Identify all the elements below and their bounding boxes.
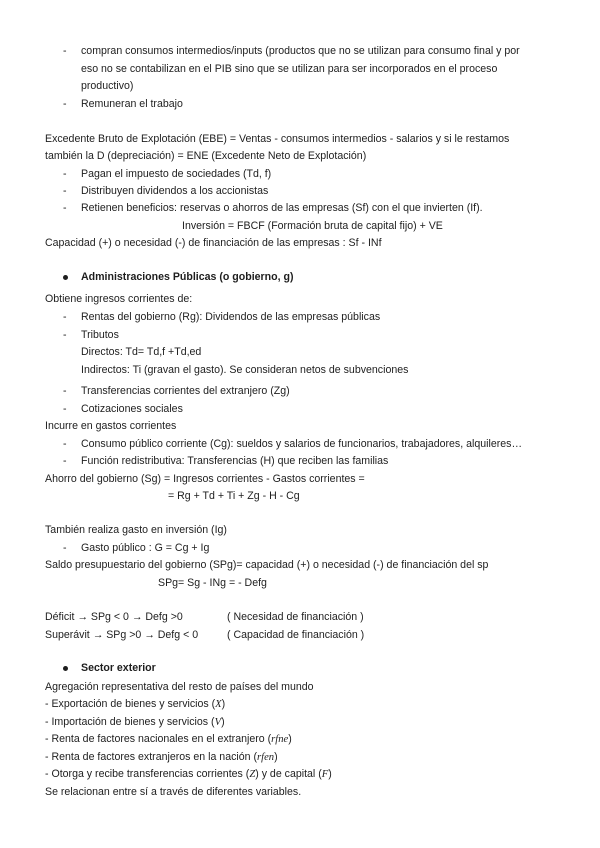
list-dash: - (63, 403, 67, 415)
list-item: Consumo público corriente (Cg): sueldos y salarios de funcionarios, trabajadores, alquileres… (81, 438, 523, 450)
section-heading-exterior: Sector exterior (81, 662, 156, 674)
bullet-icon (63, 275, 68, 280)
list-dash: - (63, 202, 67, 214)
ahorro-formula: Ahorro del gobierno (Sg) = Ingresos corrientes - Gastos corrientes = (45, 473, 365, 485)
list-dash: - (63, 168, 67, 180)
ahorro-formula-cont: = Rg + Td + Ti + Zg - H - Cg (168, 490, 300, 502)
list-dash: - (63, 542, 67, 554)
capacidad-formula: Capacidad (+) o necesidad (-) de financiación de las empresas : Sf - INf (45, 237, 382, 249)
list-item: Tributos (81, 329, 119, 341)
paragraph: Saldo presupuestario del gobierno (SPg)= capacidad (+) o necesidad (-) de financiación del sp (45, 559, 489, 571)
ebe-definition-cont: también la D (depreciación) = ENE (Excedente Neto de Explotación) (45, 150, 367, 162)
list-item: Transferencias corrientes del extranjero (Zg) (81, 385, 290, 397)
list-dash: - (63, 311, 67, 323)
list-item: Distribuyen dividendos a los accionistas (81, 185, 269, 197)
list-item: Gasto público : G = Cg + Ig (81, 542, 210, 554)
spg-formula: SPg= Sg - INg = - Defg (158, 577, 267, 589)
list-dash: - (63, 45, 67, 57)
bullet-icon (63, 666, 68, 671)
list-item-continuation: productivo) (81, 80, 134, 92)
paragraph: Obtiene ingresos corrientes de: (45, 293, 193, 305)
exterior-item-importacion: - Importación de bienes y servicios (V) (45, 716, 225, 728)
section-heading-gobierno: Administraciones Públicas (o gobierno, g) (81, 271, 294, 283)
list-item: Cotizaciones sociales (81, 403, 183, 415)
paragraph: Agregación representativa del resto de países del mundo (45, 681, 314, 693)
list-dash: - (63, 385, 67, 397)
list-item-sub: Indirectos: Ti (gravan el gasto). Se consideran netos de subvenciones (81, 364, 409, 376)
paragraph: Se relacionan entre sí a través de diferentes variables. (45, 786, 302, 798)
superavit-line: Superávit → SPg >0 → Defg < 0 (45, 629, 199, 641)
exterior-item-rfen: - Renta de factores extranjeros en la nación (rfen) (45, 751, 278, 763)
list-dash: - (63, 329, 67, 341)
exterior-item-transferencias: - Otorga y recibe transferencias corrientes (Z) y de capital (F) (45, 768, 332, 780)
paragraph: También realiza gasto en inversión (Ig) (45, 524, 227, 536)
list-dash: - (63, 455, 67, 467)
list-item: Pagan el impuesto de sociedades (Td, f) (81, 168, 272, 180)
list-dash: - (63, 185, 67, 197)
ebe-definition: Excedente Bruto de Explotación (EBE) = Ventas - consumos intermedios - salarios y si le restamos (45, 133, 510, 145)
list-dash: - (63, 438, 67, 450)
exterior-item-rfne: - Renta de factores nacionales en el extranjero (rfne) (45, 733, 292, 745)
list-item: Retienen beneficios: reservas o ahorros de las empresas (Sf) con el que invierten (If). (81, 202, 483, 214)
list-item: compran consumos intermedios/inputs (productos que no se utilizan para consumo final y por (81, 45, 520, 57)
list-dash: - (63, 98, 67, 110)
list-item: Rentas del gobierno (Rg): Dividendos de las empresas públicas (81, 311, 381, 323)
list-item: Remuneran el trabajo (81, 98, 183, 110)
list-item: Función redistributiva: Transferencias (H) que reciben las familias (81, 455, 389, 467)
list-item-continuation: eso no se contabilizan en el PIB sino que se utilizan para ser incorporados en el proceso (81, 63, 498, 75)
deficit-note: ( Necesidad de financiación ) (227, 611, 364, 623)
superavit-note: ( Capacidad de financiación ) (227, 629, 365, 641)
inversion-formula: Inversión = FBCF (Formación bruta de capital fijo) + VE (182, 220, 443, 232)
list-item-sub: Directos: Td= Td,f +Td,ed (81, 346, 202, 358)
deficit-line: Déficit → SPg < 0 → Defg >0 (45, 611, 183, 623)
exterior-item-exportacion: - Exportación de bienes y servicios (X) (45, 698, 226, 710)
paragraph: Incurre en gastos corrientes (45, 420, 177, 432)
